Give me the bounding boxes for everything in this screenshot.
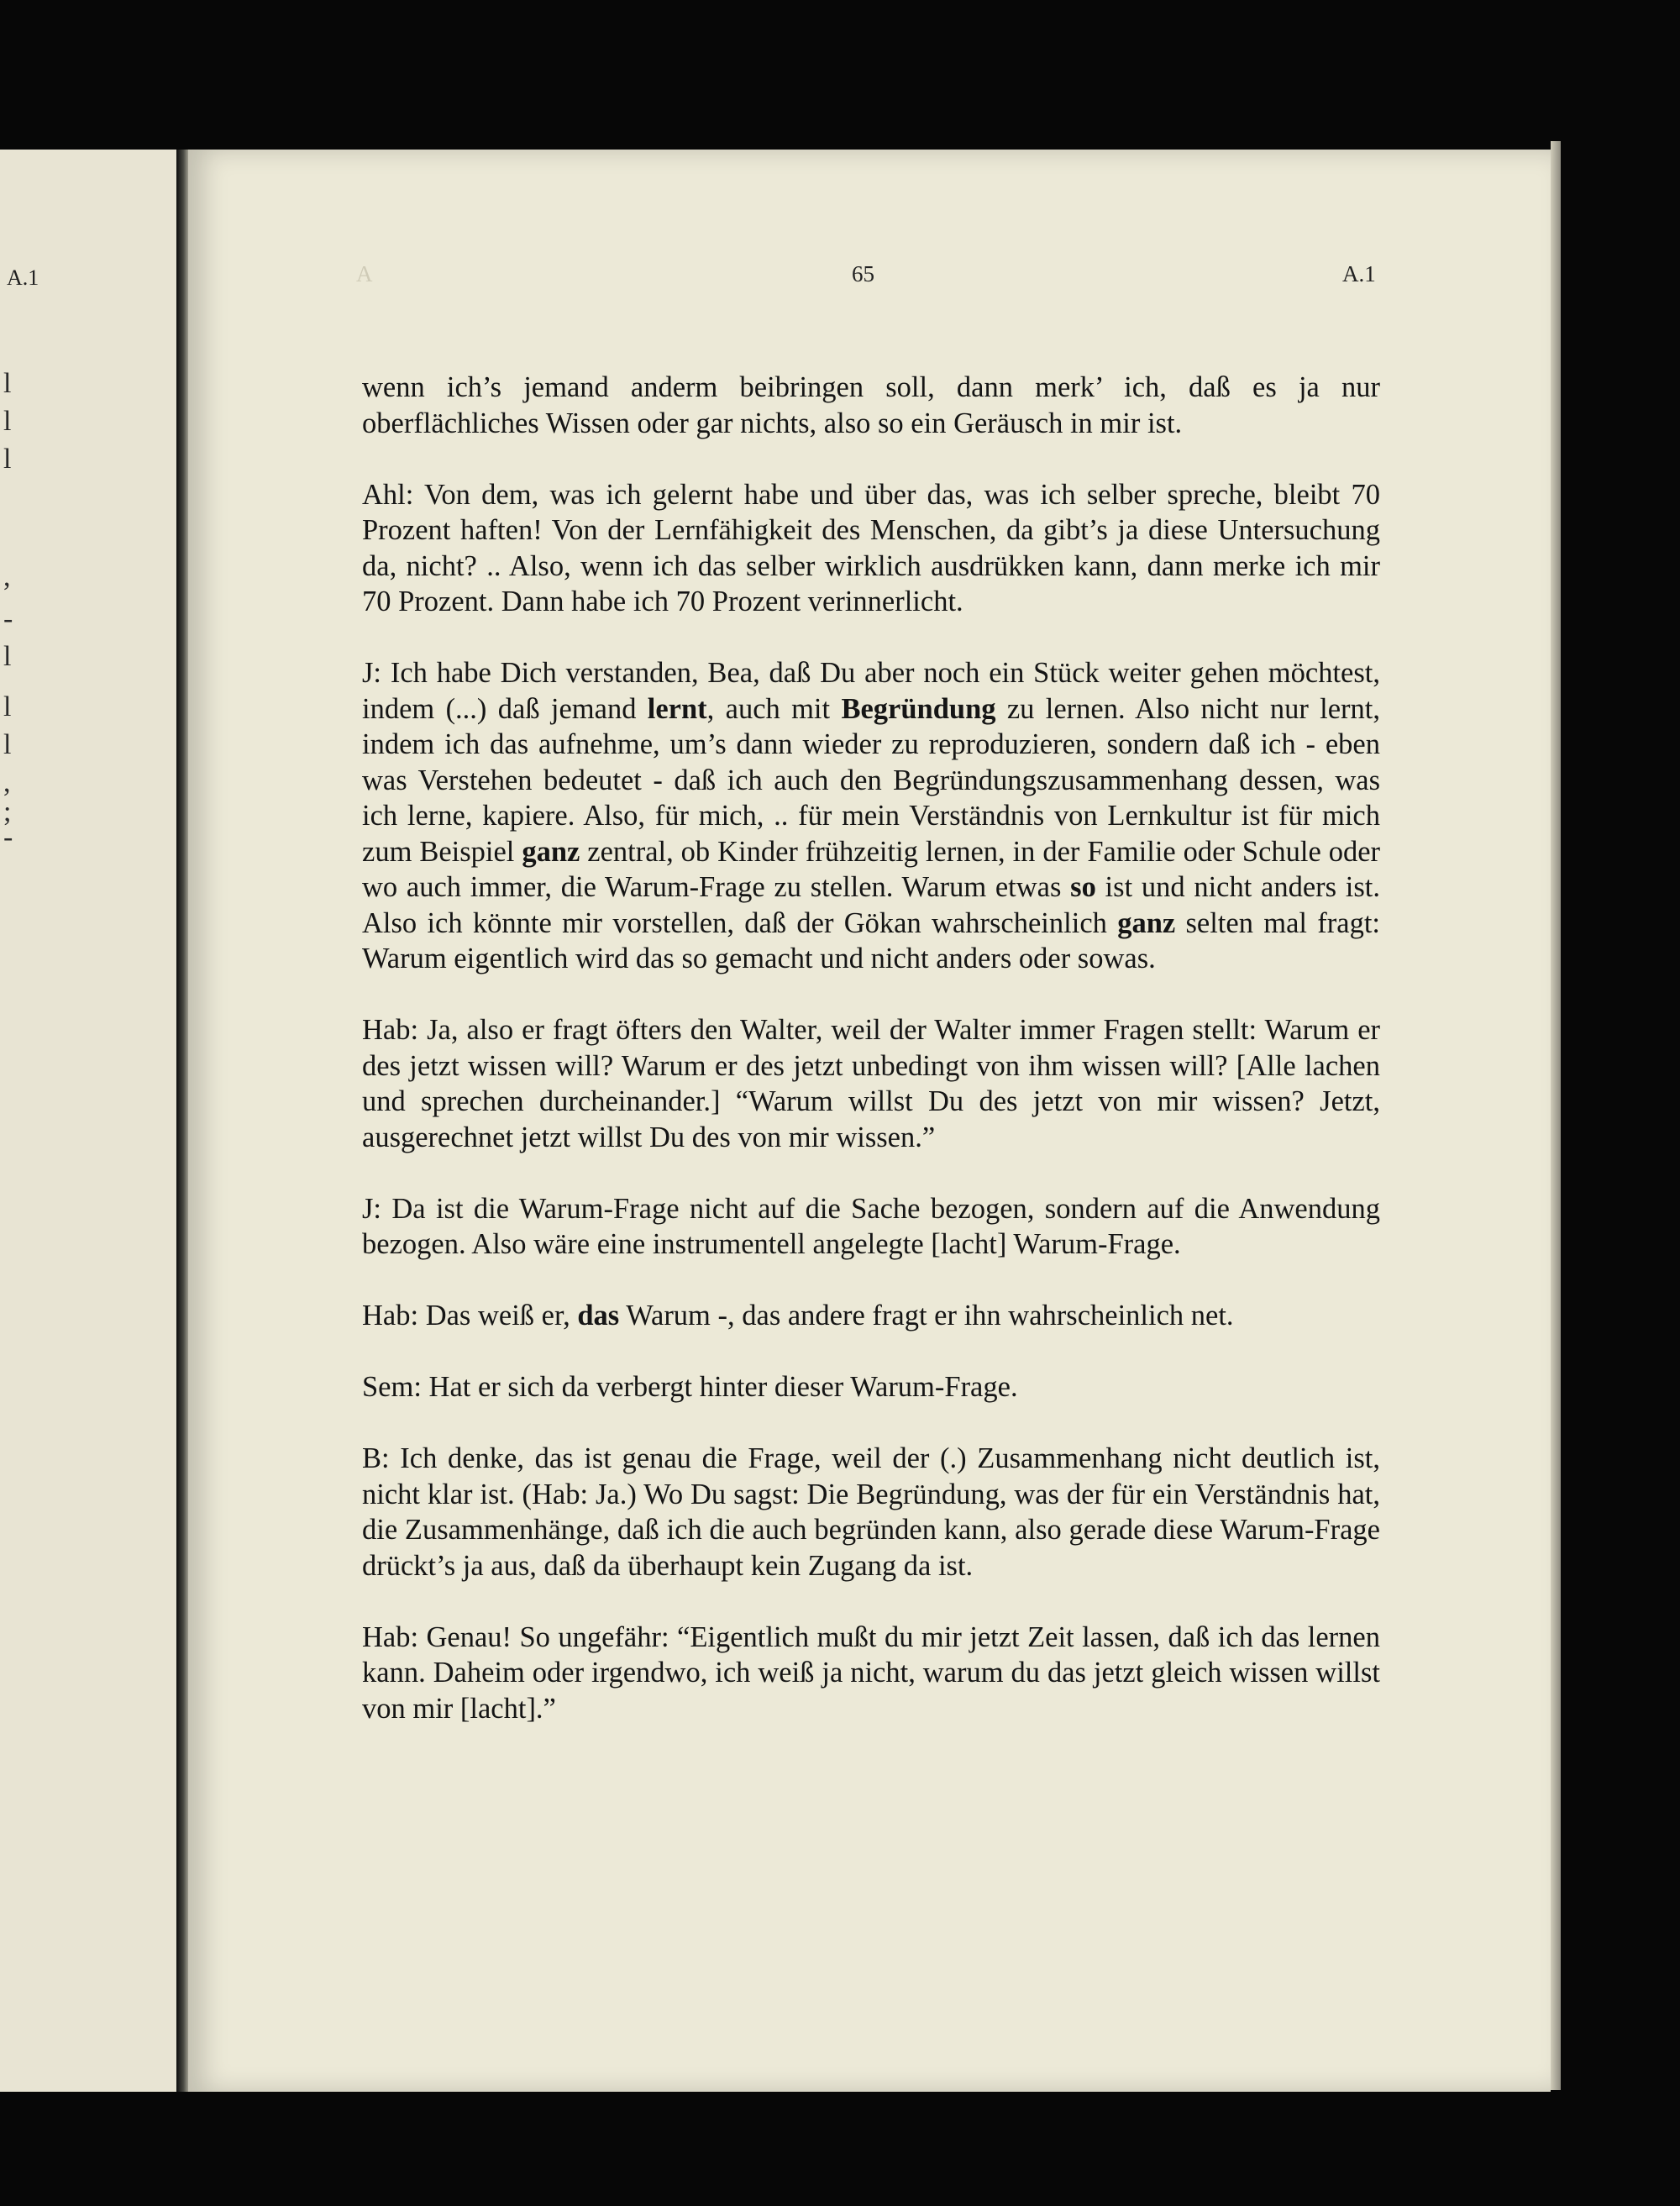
paragraph-text: wenn ich’s jemand anderm beibringen soll, dann merk’ ich, daß es ja nur oberflächliches Wissen oder gar nichts, also so ein Geräusch in mir ist. <box>362 371 1380 439</box>
paragraph <box>362 1191 1380 1263</box>
paragraph-text: Hab: Ja, also er fragt öfters den Walter, weil der Walter immer Fragen stellt: Warum er des jetzt wissen will? Warum er des jetzt unbedingt von ihm wissen will? [Alle lachen und sprechen durcheinander.] “Warum willst Du des jetzt von mir wissen? Jetzt, ausgerechnet jetzt willst Du des von mir wissen.” <box>362 1014 1380 1153</box>
margin-mark: ; <box>3 796 12 827</box>
margin-mark: l <box>3 444 12 475</box>
paragraph-text: J: Ich habe Dich verstanden, Bea, daß Du aber noch ein Stück weiter gehen möchtest, indem (...) daß jemand <box>362 657 1380 725</box>
paragraph <box>362 477 1380 620</box>
bold-emphasis: ganz <box>522 835 580 868</box>
paragraph-text: ist und nicht anders ist. Also ich könnte mir vorstellen, daß der Gökan wahrscheinlich <box>362 871 1381 939</box>
paragraph-text: Sem: Hat er sich da verbergt hinter dieser Warum-Frage. <box>362 1371 1018 1403</box>
header-right-marker: A.1 <box>1342 261 1376 286</box>
page-number: 65 <box>852 261 874 286</box>
page-edge <box>1551 141 1561 2090</box>
paragraph-text: Hab: Genau! So ungefähr: “Eigentlich mußt du mir jetzt Zeit lassen, daß ich das lernen kann. Daheim oder irgendwo, ich weiß ja nicht, warum du das jetzt gleich wissen willst von mir [lacht].” <box>362 1620 1380 1725</box>
paragraph <box>362 1441 1380 1584</box>
margin-mark: - <box>3 822 13 853</box>
bold-emphasis: Begründung <box>841 692 996 725</box>
paragraph-text: Warum -, das andere fragt er ihn wahrscheinlich net. <box>619 1300 1234 1331</box>
paragraph-text: Ahl: Von dem, was ich gelernt habe und über das, was ich selber spreche, bleibt 70 Prozent haften! Von der Lernfähigkeit des Menschen, da gibt’s ja diese Untersuchung da, nicht? .. Also, wenn ich das selber wirklich ausdrükken kann, dann merke ich mir 70 Prozent. Dann habe ich 70 Prozent verinnerlicht. <box>362 478 1380 617</box>
margin-mark: , <box>3 767 11 798</box>
paragraph <box>362 1369 1380 1405</box>
margin-mark: l <box>3 691 12 722</box>
book-spine <box>176 150 188 2092</box>
bold-emphasis: das <box>577 1300 620 1331</box>
left-page-header: A.1 <box>7 265 39 290</box>
paragraph-text: zentral, ob Kinder frühzeitig lernen, in der Familie oder Schule oder wo auch immer, die Warum-Frage zu stellen. Warum etwas <box>362 835 1381 903</box>
margin-mark: l <box>3 641 12 672</box>
paragraph <box>362 370 1380 441</box>
paragraph <box>362 1012 1380 1155</box>
bold-emphasis: ganz <box>1117 906 1176 939</box>
paragraph <box>362 1620 1380 1727</box>
paragraph-text: Hab: Das weiß er, <box>362 1300 578 1331</box>
paragraph <box>362 655 1380 977</box>
margin-mark: l <box>3 729 12 760</box>
margin-mark: l <box>3 368 12 399</box>
left-page <box>0 150 176 2092</box>
paragraph <box>362 1298 1380 1334</box>
paragraph-text: , auch mit <box>706 692 842 725</box>
margin-mark: l <box>3 406 12 437</box>
paragraph-text: J: Da ist die Warum-Frage nicht auf die Sache bezogen, sondern auf die Anwendung bezogen. Also wäre eine instrumentell angelegte [lacht] Warum-Frage. <box>362 1192 1380 1260</box>
margin-mark: , <box>3 561 11 592</box>
paragraph-text: zu lernen. Also nicht nur lernt, indem ich das aufnehme, um’s dann wieder zu reproduzieren, sondern daß ich - eben was Verstehen bedeutet - daß ich auch den Begründungszusammenhang dessen, was ich lerne, kapiere. Also, für mich, .. für mein Verständnis von Lernkultur ist für mich zum Beispiel <box>362 692 1380 868</box>
paragraph-text: selten mal fragt: Warum eigentlich wird das so gemacht und nicht anders oder sowas. <box>362 906 1381 974</box>
header-left-marker: A <box>356 261 373 286</box>
right-page <box>188 150 1551 2092</box>
bold-emphasis: lernt <box>647 692 707 725</box>
paragraph-text: B: Ich denke, das ist genau die Frage, weil der (.) Zusammenhang nicht deutlich ist, nicht klar ist. (Hab: Ja.) Wo Du sagst: Die Begründung, was der für ein Verständnis hat, die Zusammenhänge, daß ich die auch begründen kann, also gerade diese Warum-Frage drückt’s ja aus, daß da überhaupt kein Zugang da ist. <box>362 1442 1380 1582</box>
margin-mark: - <box>3 603 13 634</box>
body-text <box>362 370 1380 1762</box>
bold-emphasis: so <box>1070 871 1096 903</box>
